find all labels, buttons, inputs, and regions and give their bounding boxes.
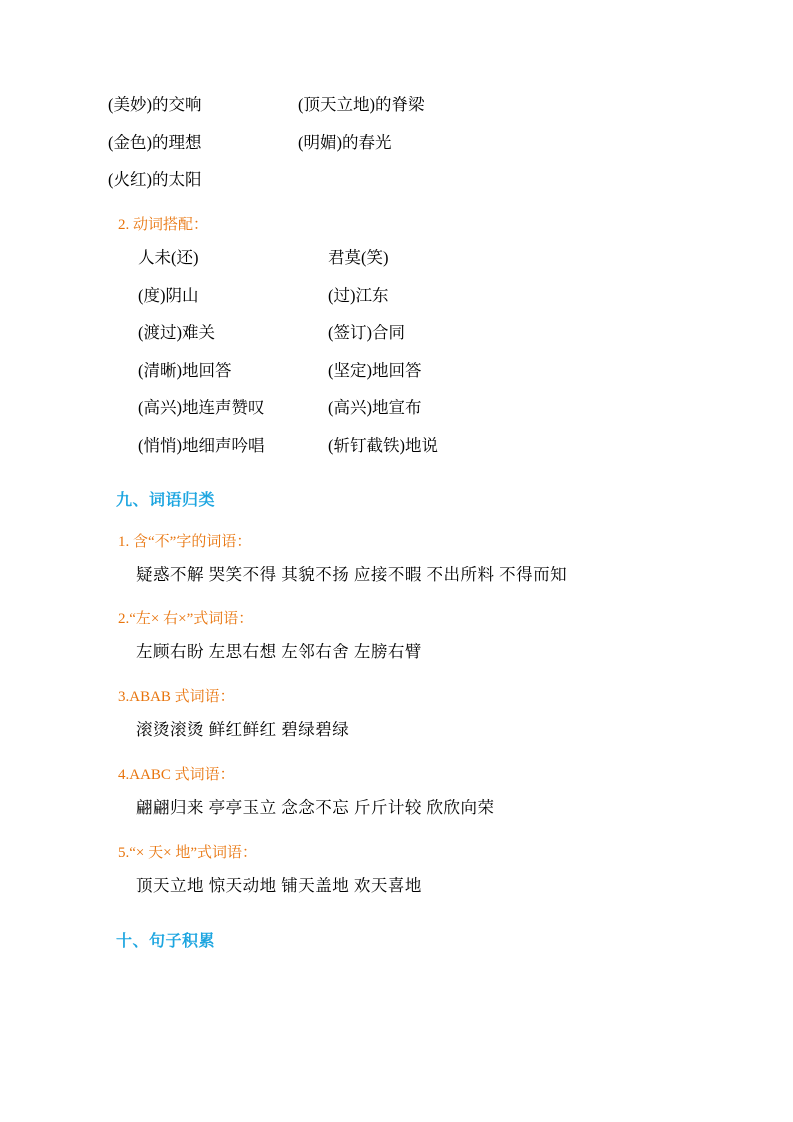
table-row: [138, 323, 708, 344]
word-group-heading: 5.“× 天× 地”式词语：: [118, 844, 257, 861]
pair-left: (悄悄)地细声吟唱: [138, 436, 265, 455]
word-group: [108, 841, 708, 899]
table-row: [138, 286, 708, 307]
pair-right: (斩钉截铁)地说: [328, 436, 438, 455]
section-heading-nine: 九、词语归类: [116, 491, 216, 509]
word-group-words: 顶天立地 惊天动地 铺天盖地 欢天喜地: [136, 875, 422, 895]
pair-right: (坚定)地回答: [328, 360, 422, 380]
pair-left: (火红)的太阳: [108, 170, 202, 190]
pair-right: (高兴)地宣布: [328, 398, 422, 418]
word-group: [108, 530, 708, 588]
word-group-heading: 4.AABC 式词语：: [118, 766, 235, 783]
section-heading-ten: 十、句子积累: [116, 933, 216, 951]
table-row: [108, 133, 708, 154]
table-row: [138, 398, 708, 419]
table-row: [108, 170, 708, 191]
word-group-words: 滚烫滚烫 鲜红鲜红 碧绿碧绿: [136, 720, 350, 740]
word-group-heading: 2.“左× 右×”式词语：: [118, 611, 254, 628]
word-group-heading: 1. 含“不”字的词语：: [118, 533, 252, 550]
pair-left: (渡过)难关: [138, 323, 215, 343]
adjective-pair-list: [108, 95, 708, 191]
verb-pair-list: [138, 248, 708, 457]
pair-left: (美妙)的交响: [108, 95, 202, 114]
word-group-words: 左顾右盼 左思右想 左邻右舍 左膀右臂: [136, 642, 422, 662]
word-group: [108, 685, 708, 743]
pair-right: (过)江东: [328, 285, 389, 305]
pair-left: 人未(还): [138, 247, 199, 267]
word-group-words: 疑惑不解 哭笑不得 其貌不扬 应接不暇 不出所料 不得而知: [136, 564, 568, 584]
pair-right: (明媚)的春光: [298, 132, 392, 152]
word-group: [108, 607, 708, 665]
word-group-heading: 3.ABAB 式词语：: [118, 689, 235, 706]
word-group-words: 翩翩归来 亭亭玉立 念念不忘 斤斤计较 欣欣向荣: [136, 797, 495, 817]
pair-right: [298, 170, 708, 191]
pair-left: (度)阴山: [138, 285, 199, 305]
verb-collocation-heading: 2. 动词搭配：: [118, 216, 209, 233]
word-group: [108, 763, 708, 821]
pair-right: (签订)合同: [328, 323, 405, 343]
pair-left: (金色)的理想: [108, 132, 202, 152]
pair-left: (高兴)地连声赞叹: [138, 398, 265, 418]
pair-left: (清晰)地回答: [138, 360, 232, 380]
table-row: [138, 436, 708, 457]
document-content: [108, 95, 708, 971]
table-row: [138, 361, 708, 382]
pair-right: (顶天立地)的脊梁: [298, 95, 425, 114]
table-row: [138, 248, 708, 269]
pair-right: 君莫(笑): [328, 247, 389, 267]
table-row: [108, 95, 708, 116]
